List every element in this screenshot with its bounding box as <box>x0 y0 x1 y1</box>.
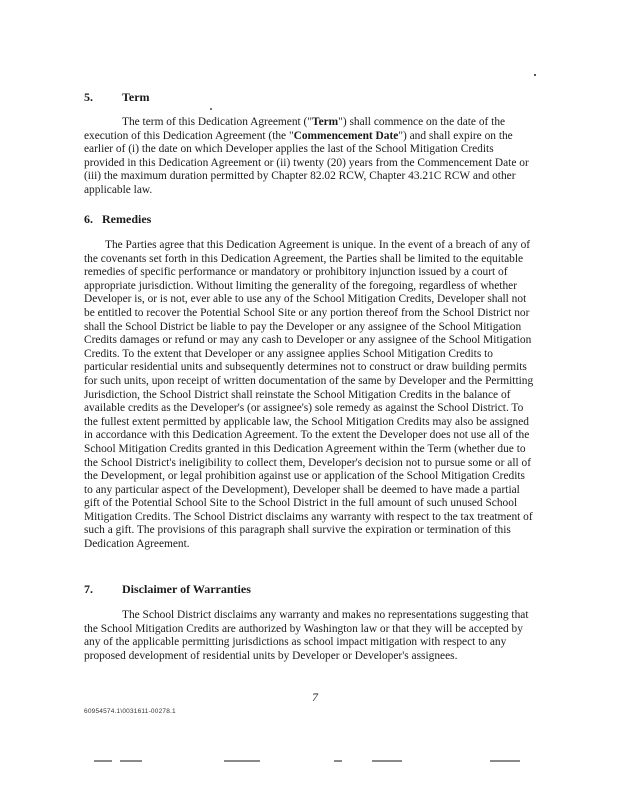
section-7-body: The School District disclaims any warranty and makes no representations suggesting that the School Mitigation Credits are authorized by Washington law or that they will be accepted by any of the applicable permitting jurisdictions as school impact mitigation with respect to any proposed development of residential units by Developer or Developer's assignees. <box>84 609 529 662</box>
section-number: 5. <box>84 90 93 104</box>
section-title: Remedies <box>102 212 152 226</box>
section-number: 7. <box>84 582 93 596</box>
defined-term: Commencement Date <box>293 129 399 142</box>
scan-mark <box>372 760 402 762</box>
section-7-heading <box>84 582 251 597</box>
defined-term: Term <box>312 116 339 128</box>
scan-mark <box>490 760 520 762</box>
section-5-body: The term of this Dedication Agreement ("Term") shall commence on the date of the execution of this Dedication Agreement (the "Commencement Date") and shall expire on the earlier of (i) the date on which Developer applies the last of the School Mitigation Credits provided in this Dedication Agreement or (ii) twenty (20) years from the Commencement Date or (iii) the maximum duration permitted by Chapter 82.02 RCW, Chapter 43.21C RCW and other applicable law. <box>84 116 529 196</box>
section-title: Disclaimer of Warranties <box>122 582 251 596</box>
scan-mark <box>534 74 536 76</box>
section-6-heading <box>84 212 151 227</box>
scan-mark <box>210 108 212 110</box>
scan-mark <box>224 760 260 762</box>
document-id: 60954574.1\0031611-00278.1 <box>84 708 176 715</box>
scan-artifacts <box>84 760 536 764</box>
scan-mark <box>120 760 142 762</box>
section-title: Term <box>122 90 150 104</box>
scan-mark <box>94 760 112 762</box>
section-6-body: The Parties agree that this Dedication Agreement is unique. In the event of a breach of any of the covenants set forth in this Dedication Agreement, the Parties shall be limited to the equitable remedies of specific performance or mandatory or prohibitory injunction issued by a court of appropriate jurisdiction. Without limiting the generality of the foregoing, regardless of whether Developer is, or is not, ever able to use any of the School Mitigation Credits, Developer shall not be entitled to recover the Potential School Site or any portion thereof from the School District nor shall the School District be liable to pay the Developer or any assignee of the School Mitigation Credits damages or refund or may any cash to Developer or any assignee of the School Mitigation Credits. To the extent that Developer or any assignee applies School Mitigation Credits to particular residential units and subsequently determines not to construct or draw building permits for such units, upon receipt of written documentation of the same by Developer and the Permitting Jurisdiction, the School District shall reinstate the School Mitigation Credits in the balance of available credits as the Developer's (or assignee's) sole remedy as against the School District. To the fullest extent permitted by applicable law, the School Mitigation Credits may also be assigned in accordance with this Dedication Agreement. To the extent the Developer does not use all of the School Mitigation Credits granted in this Dedication Agreement within the Term (whether due to the School District's ineligibility to collect them, Developer's decision not to pursue some or all of the Development, or legal prohibition against use or application of the School Mitigation Credits to any particular aspect of the Development), Developer shall be deemed to have made a partial gift of the Potential School Site to the School District in the full amount of such unused School Mitigation Credits. The School District disclaims any warranty with respect to the tax treatment of such a gift. The provisions of this paragraph shall survive the expiration or termination of this Dedication Agreement. <box>84 239 534 551</box>
page-number: 7 <box>312 690 318 704</box>
scan-mark <box>334 760 342 762</box>
section-5-heading <box>84 90 150 105</box>
section-number: 6. <box>84 212 93 226</box>
